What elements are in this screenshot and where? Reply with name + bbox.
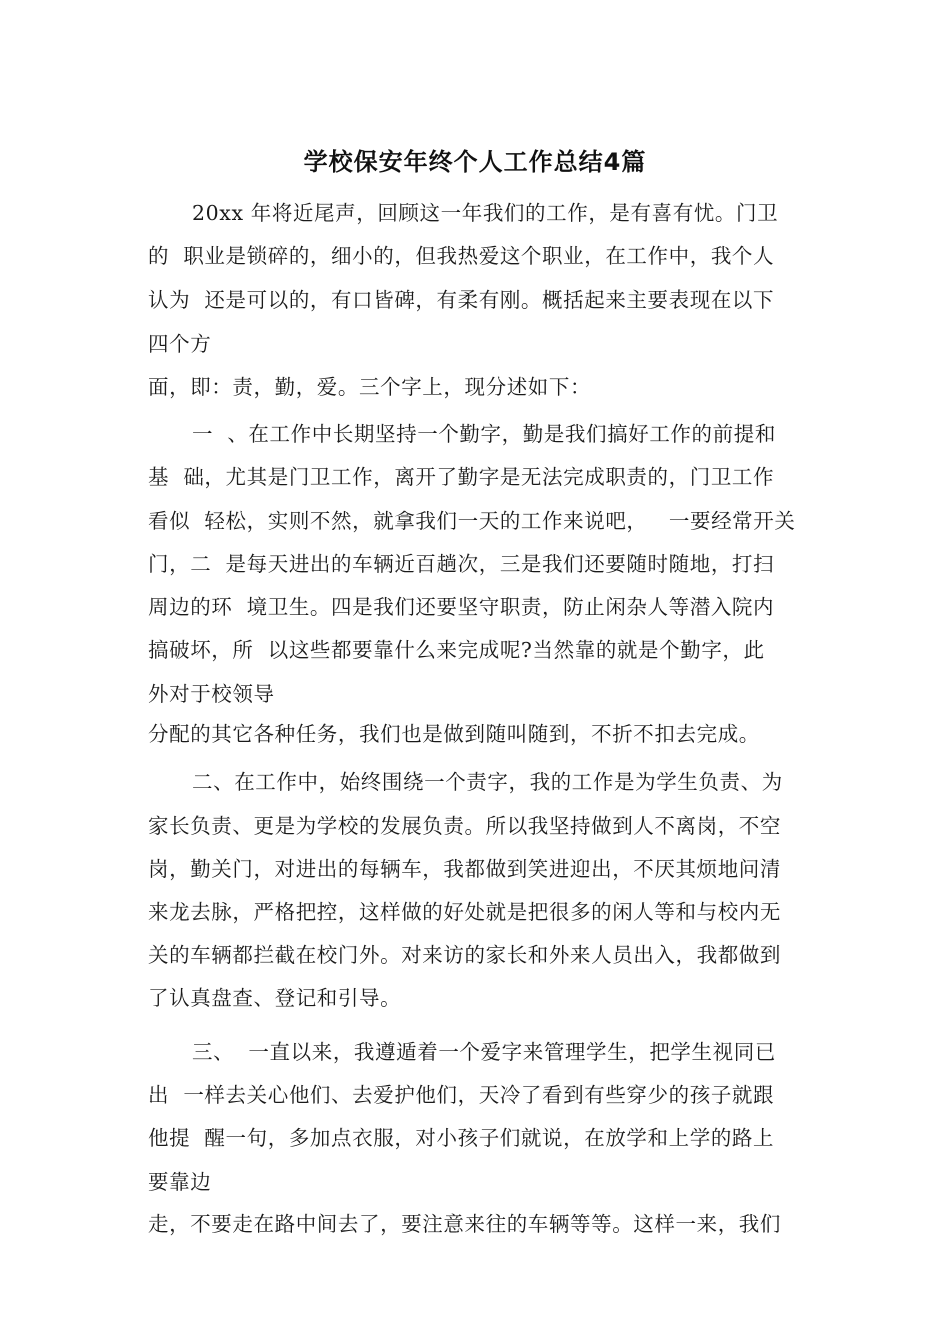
paragraph-line: 二、在工作中，始终围绕一个责字，我的工作是为学生负责、为 bbox=[192, 770, 783, 794]
paragraph-line: 来龙去脉，严格把控，这样做的好处就是把很多的闲人等和与校内无 bbox=[148, 900, 781, 924]
paragraph-line: 四个方 bbox=[148, 332, 212, 356]
paragraph-line: 家长负责、更是为学校的发展负责。所以我坚持做到人不离岗，不空 bbox=[148, 814, 781, 838]
paragraph-line: 走，不要走在路中间去了，要注意来往的车辆等等。这样一来，我们 bbox=[148, 1212, 781, 1236]
document-title: 学校保安年终个人工作总结4篇 bbox=[303, 148, 647, 176]
paragraph-line: 了认真盘查、登记和引导。 bbox=[148, 986, 402, 1010]
paragraph-line: 搞破坏，所 以这些都要靠什么来完成呢?当然靠的就是个勤字，此 bbox=[148, 638, 765, 662]
paragraph-line: 周边的环 境卫生。四是我们还要坚守职责，防止闲杂人等潜入院内 bbox=[148, 595, 775, 619]
paragraph-line: 岗，勤关门，对进出的每辆车，我都做到笑进迎出，不厌其烦地问清 bbox=[148, 857, 781, 881]
paragraph-line: 他提 醒一句，多加点衣服，对小孩子们就说，在放学和上学的路上 bbox=[148, 1126, 775, 1150]
paragraph-line: 面，即：责，勤，爱。三个字上，现分述如下： bbox=[148, 375, 592, 399]
paragraph-line: 要靠边 bbox=[148, 1170, 212, 1194]
paragraph-line: 外对于校领导 bbox=[148, 682, 275, 706]
paragraph-line: 的 职业是锁碎的，细小的，但我热爱这个职业，在工作中，我个人 bbox=[148, 244, 775, 268]
paragraph-line: 认为 还是可以的，有口皆碑，有柔有刚。概括起来主要表现在以下 bbox=[148, 288, 775, 312]
paragraph-line: 看似 轻松，实则不然，就拿我们一天的工作来说吧， 一要经常开关 bbox=[148, 509, 796, 533]
paragraph-line: 20xx 年将近尾声，回顾这一年我们的工作，是有喜有忧。门卫 bbox=[192, 201, 779, 225]
paragraph-line: 三、 一直以来，我遵遁着一个爱字来管理学生，把学生视同已 bbox=[192, 1040, 776, 1064]
paragraph-line: 门，二 是每天进出的车辆近百趟次，三是我们还要随时随地，打扫 bbox=[148, 552, 775, 576]
paragraph-line: 出 一样去关心他们、去爱护他们，天冷了看到有些穿少的孩子就跟 bbox=[148, 1083, 775, 1107]
paragraph-line: 一 、在工作中长期坚持一个勤字，勤是我们搞好工作的前提和 bbox=[192, 422, 776, 446]
paragraph-line: 基 础，尤其是门卫工作，离开了勤字是无法完成职责的，门卫工作 bbox=[148, 465, 775, 489]
paragraph-line: 分配的其它各种任务，我们也是做到随叫随到，不折不扣去完成。 bbox=[148, 722, 760, 746]
paragraph-line: 关的车辆都拦截在校门外。对来访的家长和外来人员出入，我都做到 bbox=[148, 943, 781, 967]
